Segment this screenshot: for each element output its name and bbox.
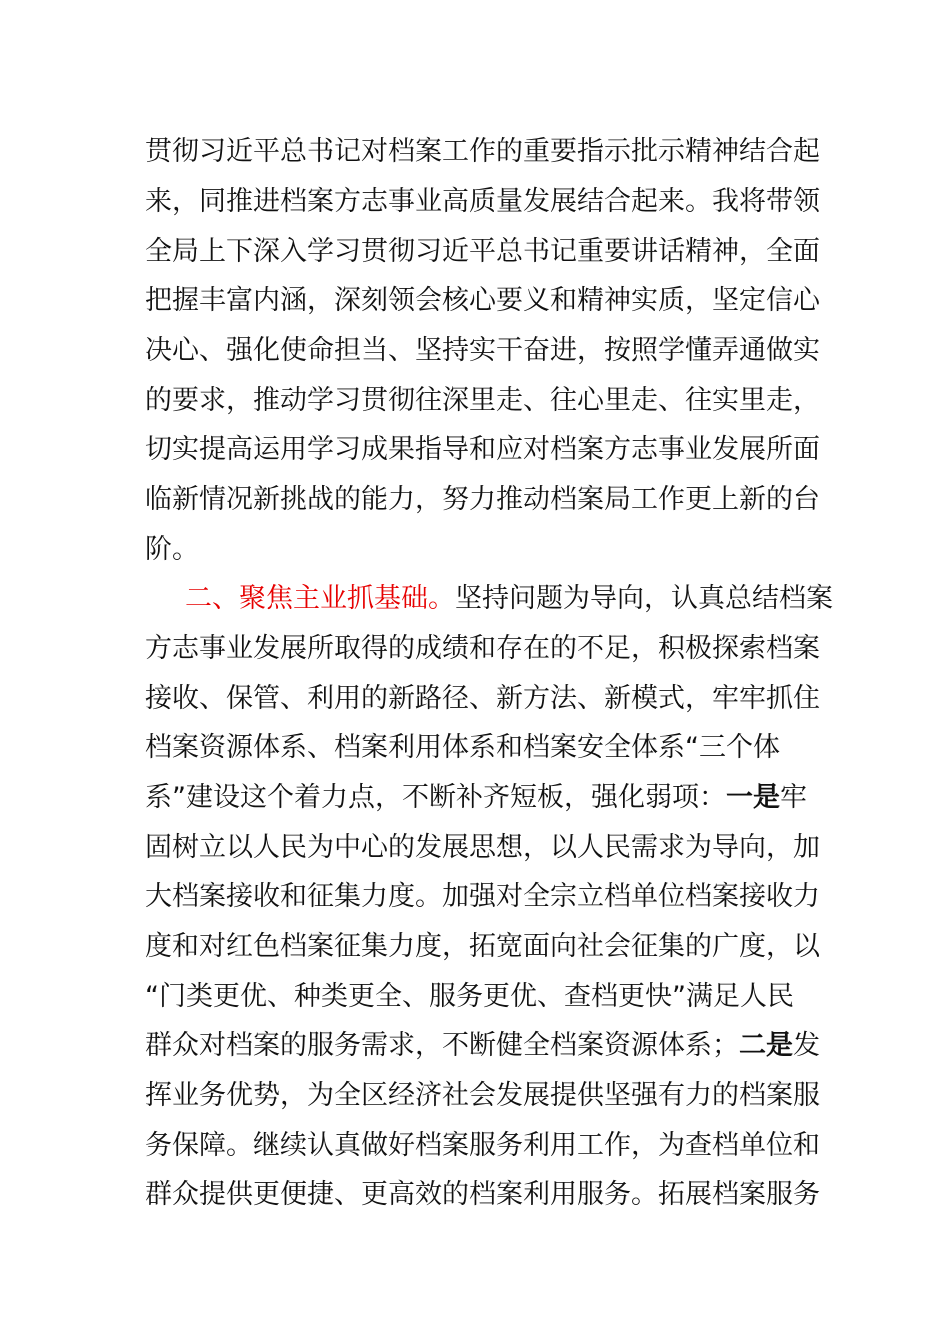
text-line: 档案资源体系、档案利用体系和档案安全体系“三个体 [145,732,780,763]
text-line: 度和对红色档案征集力度，拓宽面向社会征集的广度，以 [145,931,820,962]
text-line: 贯彻习近平总书记对档案工作的重要指示批示精神结合起 [145,136,820,167]
text-line [145,773,845,823]
text-line: 方志事业发展所取得的成绩和存在的不足，积极探索档案 [145,633,820,664]
text-span: 牢 [780,782,807,813]
text-span: 发 [793,1030,820,1061]
text-line: 务保障。继续认真做好档案服务利用工作，为查档单位和 [145,1130,820,1161]
text-line: 切实提高运用学习成果指导和应对档案方志事业发展所面 [145,434,820,465]
text-line: 来，同推进档案方志事业高质量发展结合起来。我将带领 [145,186,820,217]
text-line: 固树立以人民为中心的发展思想，以人民需求为导向，加 [145,832,820,863]
section-heading: 二、聚焦主业抓基础。 [185,583,455,614]
text-line: 临新情况新挑战的能力，努力推动档案局工作更上新的台 [145,484,820,515]
text-line: 阶。 [145,534,199,565]
section-heading-line [185,574,845,624]
text-line: “门类更优、种类更全、服务更优、查档更快”满足人民 [145,981,794,1012]
text-span: 群众对档案的服务需求，不断健全档案资源体系； [145,1030,739,1061]
text-span: 坚持问题为导向，认真总结档案 [455,583,833,614]
emphasis-text: 二是 [739,1030,793,1061]
text-line: 全局上下深入学习贯彻习近平总书记重要讲话精神，全面 [145,236,820,267]
text-line: 接收、保管、利用的新路径、新方法、新模式，牢牢抓住 [145,683,820,714]
text-line [145,1021,845,1071]
text-line: 挥业务优势，为全区经济社会发展提供坚强有力的档案服 [145,1080,820,1111]
text-line: 决心、强化使命担当、坚持实干奋进，按照学懂弄通做实 [145,335,820,366]
text-line: 群众提供更便捷、更高效的档案利用服务。拓展档案服务 [145,1179,820,1210]
emphasis-text: 一是 [726,782,780,813]
text-line: 大档案接收和征集力度。加强对全宗立档单位档案接收力 [145,881,820,912]
text-span: 系”建设这个着力点，不断补齐短板，强化弱项： [145,782,726,813]
text-line: 把握丰富内涵，深刻领会核心要义和精神实质，坚定信心 [145,285,820,316]
text-line: 的要求，推动学习贯彻往深里走、往心里走、往实里走， [145,385,820,416]
